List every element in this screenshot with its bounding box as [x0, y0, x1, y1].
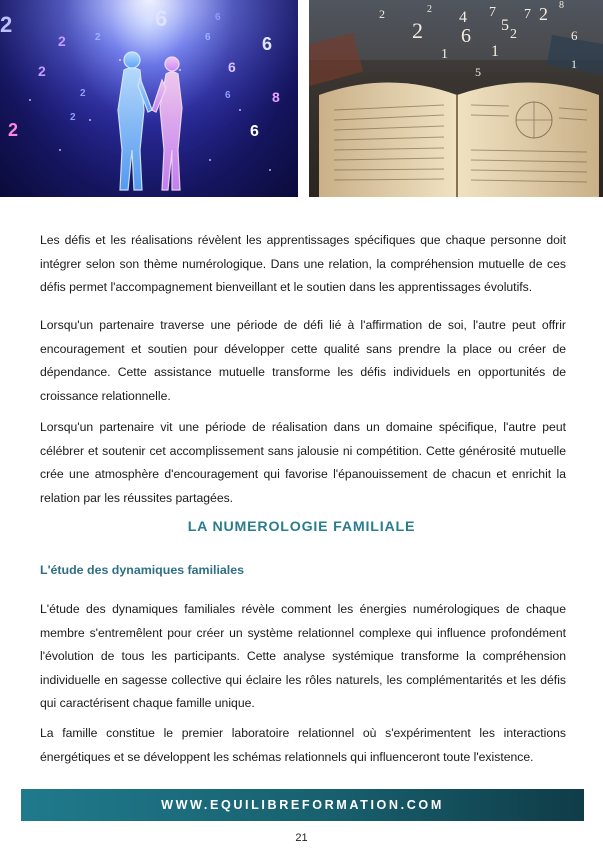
digit: 2: [80, 88, 86, 99]
digit: 7: [524, 7, 531, 22]
digit: 2: [8, 120, 19, 140]
paragraph-4: [40, 598, 566, 716]
digit: 5: [501, 17, 509, 34]
digit: 1: [571, 57, 577, 71]
couple-illustration: [0, 0, 298, 197]
digit: 6: [250, 123, 259, 140]
digit: 4: [459, 9, 467, 26]
digit: 6: [571, 28, 578, 43]
section-title: LA NUMEROLOGIE FAMILIALE: [187, 519, 416, 535]
couple-numbers-image: [0, 0, 298, 197]
digit: 5: [475, 65, 481, 79]
book-illustration: [309, 0, 603, 197]
digit: 6: [155, 6, 168, 31]
digit: 8: [272, 89, 280, 105]
subheading: L'étude des dynamiques familiales: [40, 563, 245, 577]
paragraph-text: La famille constitue le premier laboratoire relationnel où s'expérimentent les interactions énergétiques et se développent les schémas relationnels qui influenceront toute l'existence.: [40, 726, 566, 764]
paragraph-3: [40, 416, 566, 510]
paragraph-text: Lorsqu'un partenaire vit une période de réalisation dans un domaine spécifique, l'autre peut célébrer et soutenir cet accomplissement sans jalousie ni compétition. Cette générosité mutuelle crée une atmosphère d'encouragement qui favorise l'épanouissement de chacun et enrichit la relation par les réussites partagées.: [40, 420, 566, 505]
digit: 2: [0, 12, 13, 37]
digit: 6: [225, 90, 231, 101]
digit: 2: [379, 7, 385, 21]
digit: 2: [58, 33, 66, 49]
digit: 6: [228, 59, 236, 75]
paragraph-text: L'étude des dynamiques familiales révèle comment les énergies numérologiques de chaque membre s'entremêlent pour créer un système relationnel complexe qui influence profondément l'évolution de tous les participants. Cette analyse systémique transforme la compréhension individuelle en sagesse collective qui éclaire les rôles naturels, les complémentarités et les défis qui caractérisent chaque famille unique.: [40, 602, 566, 711]
website-banner: WWW.EQUILIBREFORMATION.COM: [21, 789, 584, 821]
paragraph-text: Lorsqu'un partenaire traverse une période de défi lié à l'affirmation de soi, l'autre peut offrir encouragement et soutien pour développer cette qualité sans prendre la place ou créer de dépendance. Cette assistance mutuelle transforme les défis individuels en opportunités de croissance relationnelle.: [40, 318, 566, 403]
digit: 2: [412, 18, 423, 43]
digit: 1: [441, 47, 448, 62]
paragraph-text: Les défis et les réalisations révèlent les apprentissages spécifiques que chaque personne doit intégrer selon son thème numérologique. Dans une relation, la compréhension mutuelle de ces défis permet l'accompagnement bienveillant et le soutien dans les apprentissages évolutifs.: [40, 233, 566, 295]
digit: 6: [215, 12, 221, 23]
header-images: [0, 0, 603, 197]
digit: 1: [491, 43, 499, 60]
digit: 2: [510, 27, 517, 42]
digit: 7: [489, 5, 496, 20]
paragraph-5: [40, 722, 566, 769]
open-book-image: [309, 0, 603, 197]
page-number: 21: [295, 832, 308, 844]
digit: 2: [70, 112, 76, 123]
digit: 6: [205, 32, 211, 43]
digit: 6: [461, 25, 471, 47]
digit: 2: [95, 32, 101, 43]
paragraph-2: [40, 314, 566, 408]
digit: 6: [262, 34, 273, 54]
digit: 2: [427, 4, 432, 15]
digit: 2: [539, 4, 548, 24]
digit: 2: [38, 63, 46, 79]
digit: 8: [559, 0, 564, 11]
paragraph-1: [40, 229, 566, 300]
